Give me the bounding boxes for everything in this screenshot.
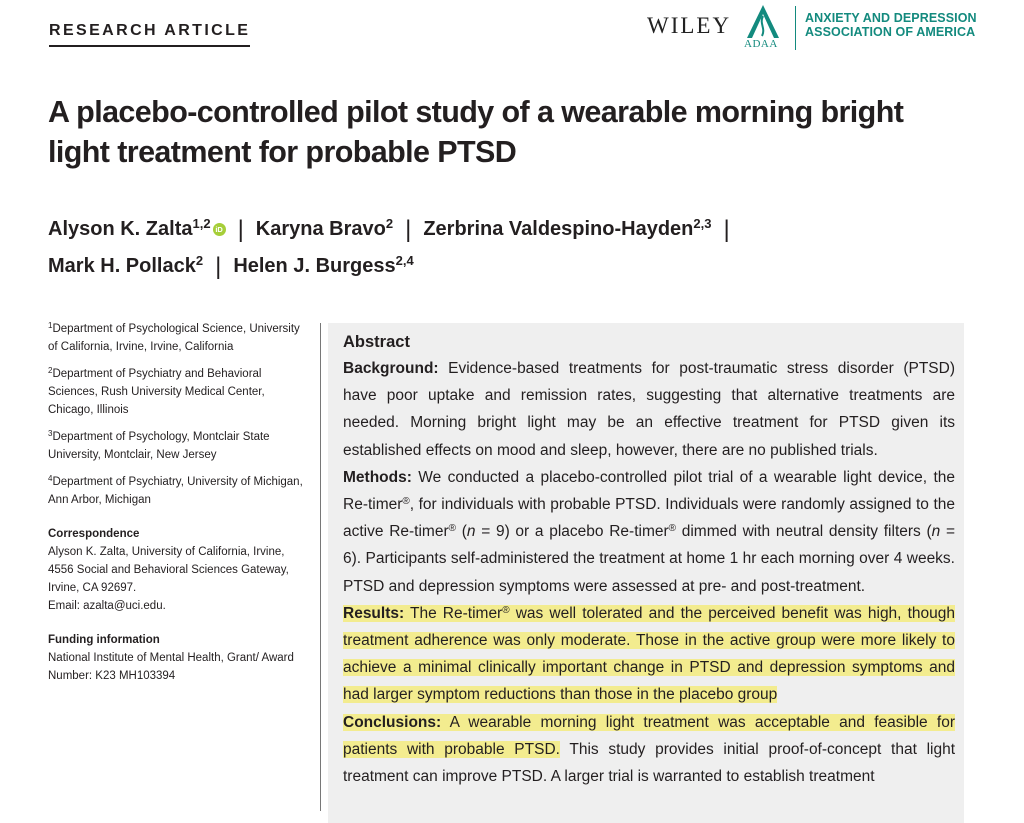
- author-name[interactable]: Zerbrina Valdespino-Hayden$^{2,3}$: [423, 216, 712, 240]
- methods-label: Methods:: [343, 468, 412, 486]
- abstract: [343, 330, 955, 790]
- author-name[interactable]: Alyson K. Zalta$^{1,2}$ iD: [48, 218, 226, 240]
- correspondence-email[interactable]: Email: azalta@uci.edu.: [48, 600, 166, 612]
- abstract-heading: Abstract: [343, 333, 410, 351]
- funding-heading: Funding information: [48, 634, 160, 646]
- abstract-background: Background: Evidence-based treatments for post-traumatic stress disorder (PTSD) have poor uptake and remission rates, suggesting that alternative treatments are needed. Morning bright light may be an effective treatment for PTSD given its established effects on mood and sleep, however, there are no published trials.: [343, 360, 955, 459]
- author-name[interactable]: Helen J. Burgess$^{2,4}$: [233, 253, 414, 277]
- society-name: [805, 11, 977, 39]
- correspondence-block: [48, 525, 306, 615]
- author-name[interactable]: Karyna Bravo$^2$: [255, 216, 394, 240]
- correspondence-text: Alyson K. Zalta, University of California, Irvine, 4556 Social and Behavioral Sciences Gateway, Irvine, CA 92697.: [48, 546, 289, 594]
- funding-block: [48, 631, 306, 685]
- funding-text: National Institute of Mental Health, Grant/ Award Number: K23 MH103394: [48, 652, 294, 682]
- affiliation: $^2$Department of Psychiatry and Behavioral Sciences, Rush University Medical Center, Chicago, Illinois: [48, 366, 265, 416]
- adaa-acronym: ADAA: [744, 38, 778, 50]
- conclusions-label: Conclusions:: [343, 713, 442, 731]
- author-separator: |: [215, 253, 222, 280]
- article-title: A placebo-controlled pilot study of a wearable morning bright light treatment for probable PTSD: [48, 95, 904, 169]
- affiliation: $^3$Department of Psychology, Montclair State University, Montclair, New Jersey: [48, 429, 270, 461]
- background-label: Background:: [343, 360, 439, 377]
- affiliations: [48, 320, 306, 509]
- affiliation: $^1$Department of Psychological Science, University of California, Irvine, Irvine, California: [48, 321, 300, 353]
- results-label: Results:: [343, 604, 405, 622]
- column-divider: [320, 323, 321, 811]
- society-name-line2: ASSOCIATION OF AMERICA: [805, 25, 976, 39]
- author-list: [48, 211, 978, 285]
- wiley-logo: WILEY: [647, 13, 732, 38]
- article-type-label: RESEARCH ARTICLE: [49, 22, 250, 47]
- society-name-line1: ANXIETY AND DEPRESSION: [805, 11, 977, 25]
- author-name[interactable]: Mark H. Pollack$^2$: [48, 253, 204, 277]
- abstract-methods: Methods: We conducted a placebo-controlled pilot trial of a wearable light device, the Re-timer®, for individuals with probable PTSD. Individuals were randomly assigned to the active Re-timer® (n = 9) or a placebo Re-timer® dimmed with neutral density filters (n = 6). Participants self-administered the treatment at home 1 hr each morning over 4 weeks. PTSD and depression symptoms were assessed at pre- and post-treatment.: [343, 468, 956, 595]
- abstract-conclusions: Conclusions: A wearable morning light treatment was acceptable and feasible for patients with probable PTSD. This study provides initial proof-of-concept that light treatment can improve PTSD. A larger trial is warranted to establish treatment: [343, 713, 956, 786]
- author-separator: |: [405, 216, 412, 243]
- results-highlight: Results: The Re-timer® was well tolerated and the perceived benefit was high, though treatment adherence was only moderate. Those in the active group were more likely to achieve a minimal clinically important change in PTSD and depression symptoms and had larger symptom reductions than those in the placebo group: [343, 604, 956, 704]
- affiliation: $^4$Department of Psychiatry, University of Michigan, Ann Arbor, Michigan: [48, 474, 303, 506]
- author-separator: |: [237, 216, 244, 243]
- conclusions-highlight: Conclusions: A wearable morning light treatment was acceptable and feasible for patients with probable PTSD.: [343, 713, 956, 758]
- abstract-results: [343, 600, 955, 709]
- logo-divider: [795, 6, 796, 50]
- article-info-column: [48, 320, 306, 701]
- author-separator: |: [723, 216, 730, 243]
- correspondence-heading: Correspondence: [48, 528, 140, 540]
- orcid-icon[interactable]: iD: [213, 223, 226, 236]
